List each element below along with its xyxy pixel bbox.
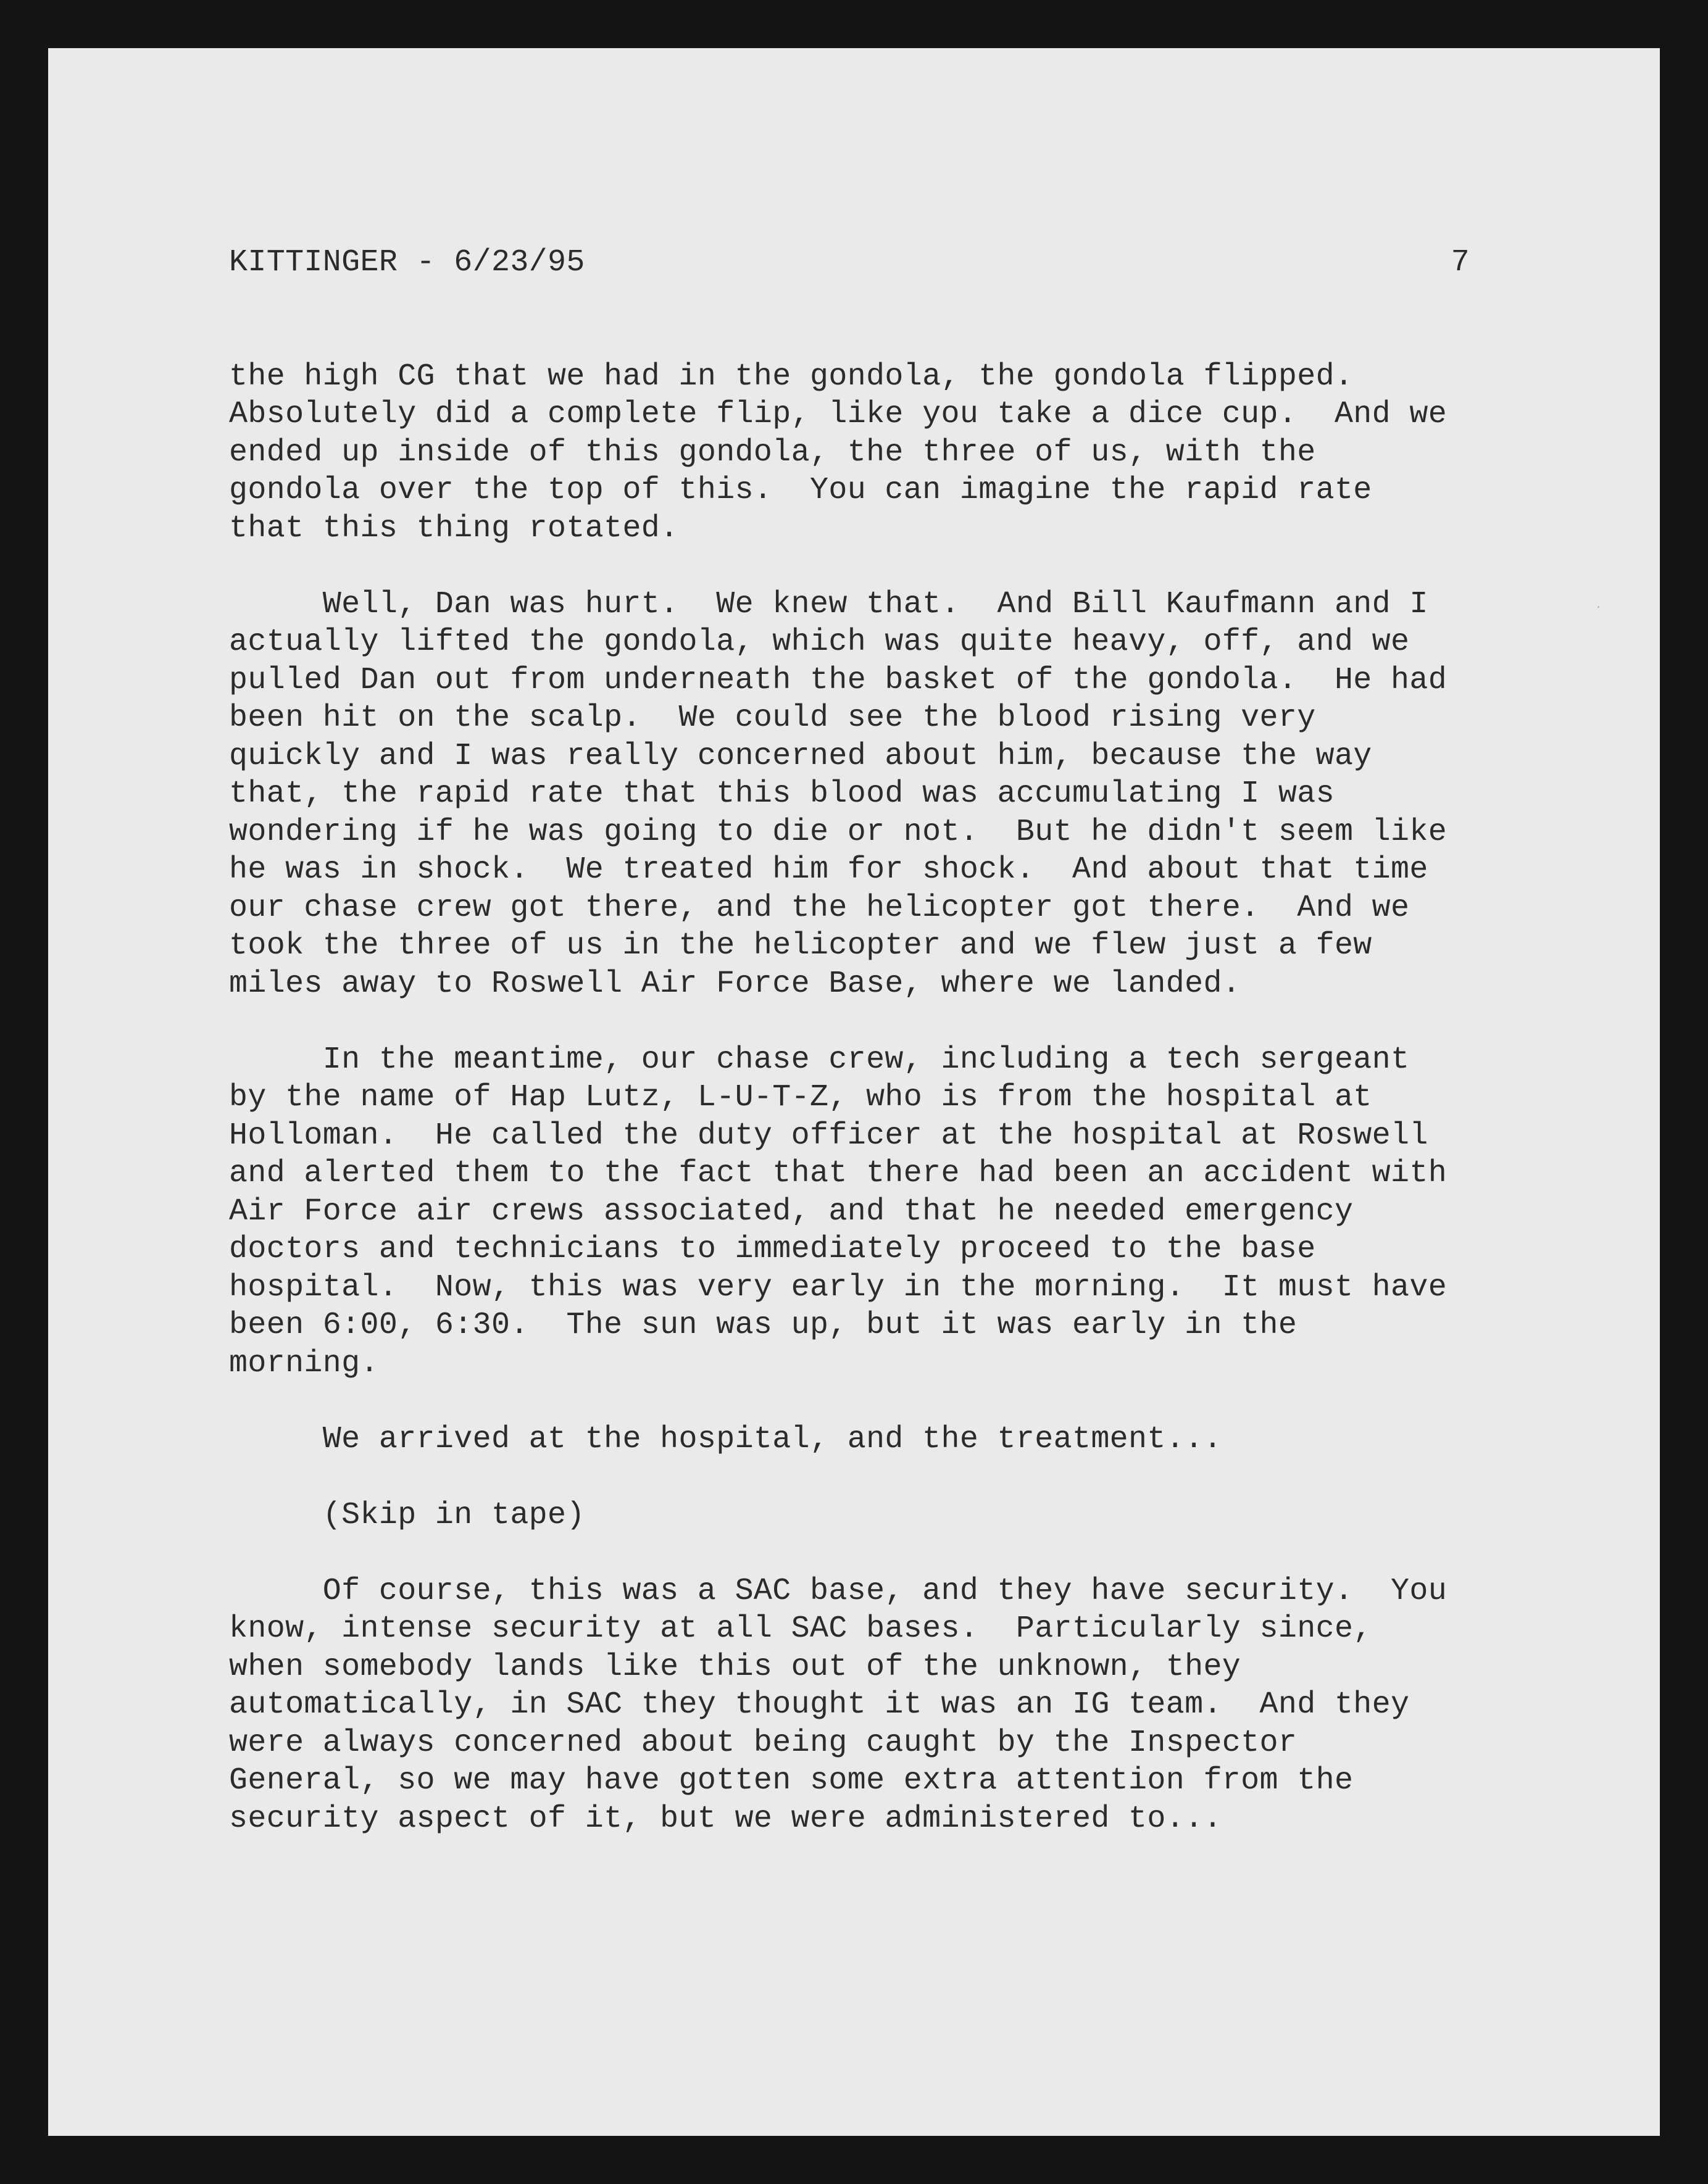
text-line: know, intense security at all SAC bases. Particularly since, xyxy=(229,1611,1372,1646)
text-line: by the name of Hap Lutz, L-U-T-Z, who is from the hospital at xyxy=(229,1080,1372,1115)
paragraph-6 xyxy=(229,1572,1470,1838)
text-line: our chase crew got there, and the helicopter got there. And we xyxy=(229,890,1410,926)
text-line: that this thing rotated. xyxy=(229,510,679,546)
text-line: security aspect of it, but we were administered to... xyxy=(229,1801,1222,1837)
header-title: KITTINGER - 6/23/95 xyxy=(229,245,585,280)
text-line: General, so we may have gotten some extra attention from the xyxy=(229,1763,1354,1798)
text-line: when somebody lands like this out of the unknown, they xyxy=(229,1649,1241,1685)
transcript-body xyxy=(229,244,1470,1876)
paragraph-5 xyxy=(229,1497,1470,1535)
text-line: Air Force air crews associated, and that he needed emergency xyxy=(229,1194,1354,1229)
text-line: the high CG that we had in the gondola, the gondola flipped. xyxy=(229,359,1354,394)
text-line: that, the rapid rate that this blood was accumulating I was xyxy=(229,776,1335,812)
paragraph-3 xyxy=(229,1041,1470,1383)
text-line: miles away to Roswell Air Force Base, where we landed. xyxy=(229,966,1241,1002)
text-line: hospital. Now, this was very early in the morning. It must have xyxy=(229,1269,1448,1305)
text-line: wondering if he was going to die or not. But he didn't seem like xyxy=(229,814,1448,850)
text-line: Well, Dan was hurt. We knew that. And Bill Kaufmann and I xyxy=(229,586,1428,622)
text-line: In the meantime, our chase crew, including a tech sergeant xyxy=(229,1042,1410,1077)
text-line: ended up inside of this gondola, the three of us, with the xyxy=(229,434,1316,470)
paragraph-1 xyxy=(229,358,1470,548)
text-line: gondola over the top of this. You can imagine the rapid rate xyxy=(229,473,1372,508)
text-line: actually lifted the gondola, which was quite heavy, off, and we xyxy=(229,625,1410,660)
text-line: been hit on the scalp. We could see the blood rising very xyxy=(229,700,1316,736)
text-line: Of course, this was a SAC base, and they have security. You xyxy=(229,1573,1448,1609)
paragraph-4 xyxy=(229,1421,1470,1459)
text-line: We arrived at the hospital, and the treatment... xyxy=(229,1421,1222,1457)
text-line: were always concerned about being caught by the Inspector xyxy=(229,1725,1298,1761)
text-line: took the three of us in the helicopter and we flew just a few xyxy=(229,928,1372,963)
text-line: and alerted them to the fact that there had been an accident with xyxy=(229,1156,1448,1191)
paper-speck xyxy=(1598,606,1599,608)
page-number: 7 xyxy=(1451,245,1470,280)
text-line: Holloman. He called the duty officer at the hospital at Roswell xyxy=(229,1118,1428,1153)
text-line: (Skip in tape) xyxy=(229,1497,585,1533)
text-line: doctors and technicians to immediately proceed to the base xyxy=(229,1232,1316,1267)
text-line: pulled Dan out from underneath the basket of the gondola. He had xyxy=(229,662,1448,698)
text-line: morning. xyxy=(229,1345,379,1381)
paragraph-2 xyxy=(229,586,1470,1003)
text-line: been 6:00, 6:30. The sun was up, but it was early in the xyxy=(229,1308,1298,1343)
text-line: automatically, in SAC they thought it was an IG team. And they xyxy=(229,1687,1410,1722)
page-header xyxy=(229,244,1470,282)
text-line: he was in shock. We treated him for shock. And about that time xyxy=(229,852,1428,887)
text-line: Absolutely did a complete flip, like you take a dice cup. And we xyxy=(229,397,1448,432)
text-line: quickly and I was really concerned about him, because the way xyxy=(229,738,1372,774)
